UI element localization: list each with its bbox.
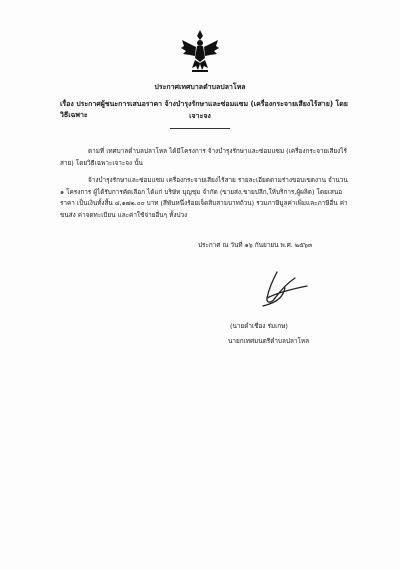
- signer-name: (นายดำเชื่อง ร่มเกษ): [230, 322, 288, 330]
- paragraph-1-text: ตามที่ เทศบาลตำบลปลาโหล ได้มีโครงการ จ้างบำรุงรักษาและซ่อมแซม (เครื่องกระจายเสียงไร้สาย) โดยวิธีเฉพาะเจาะจง นั้น: [60, 147, 347, 167]
- paragraph-2: [60, 175, 352, 221]
- date-line: ประกาศ ณ วันที่ ๑๖ กันยายน พ.ศ. ๒๕๖๓: [198, 241, 313, 249]
- paragraph-2-text: จ้างบำรุงรักษาและซ่อมแซม เครื่องกระจายเสียงไร้สาย รายละเอียดตามร่างขอบเขตงาน จำนวน ๑ โครงการ ผู้ได้รับการคัดเลือก ได้แก่ บริษัท บุญชุม จำกัด (ขายส่ง,ขายปลีก,ให้บริการ,ผู้ผลิต) โดยเสนอราคา เป็นเงินทั้งสิ้น ๔,๑๗๒.๐๐ บาท (สี่พันหนึ่งร้อยเจ็ดสิบสามบาทถ้วน) รวมภาษีมูลค่าเพิ่มและภาษีอื่น ค่าขนส่ง ค่าจดทะเบียน และค่าใช้จ่ายอื่นๆ ทั้งปวง: [60, 176, 348, 219]
- garuda-emblem-icon: [180, 28, 220, 74]
- subject-continuation: เจาะจง: [189, 112, 211, 120]
- subject-line: เรื่อง ประกาศผู้ชนะการเสนอราคา จ้างบำรุงรักษาและซ่อมแซม (เครื่องกระจายเสียงไร้สาย) โดยวิธีเฉพาะ: [60, 100, 348, 119]
- paragraph-1: [60, 146, 352, 169]
- handwritten-signature: [255, 268, 315, 310]
- issuer-line: ประกาศเทศบาลตำบลปลาโหล: [154, 83, 246, 91]
- signer-position: นายกเทศมนตรีตำบลปลาโหล: [228, 337, 310, 345]
- divider: [170, 128, 230, 129]
